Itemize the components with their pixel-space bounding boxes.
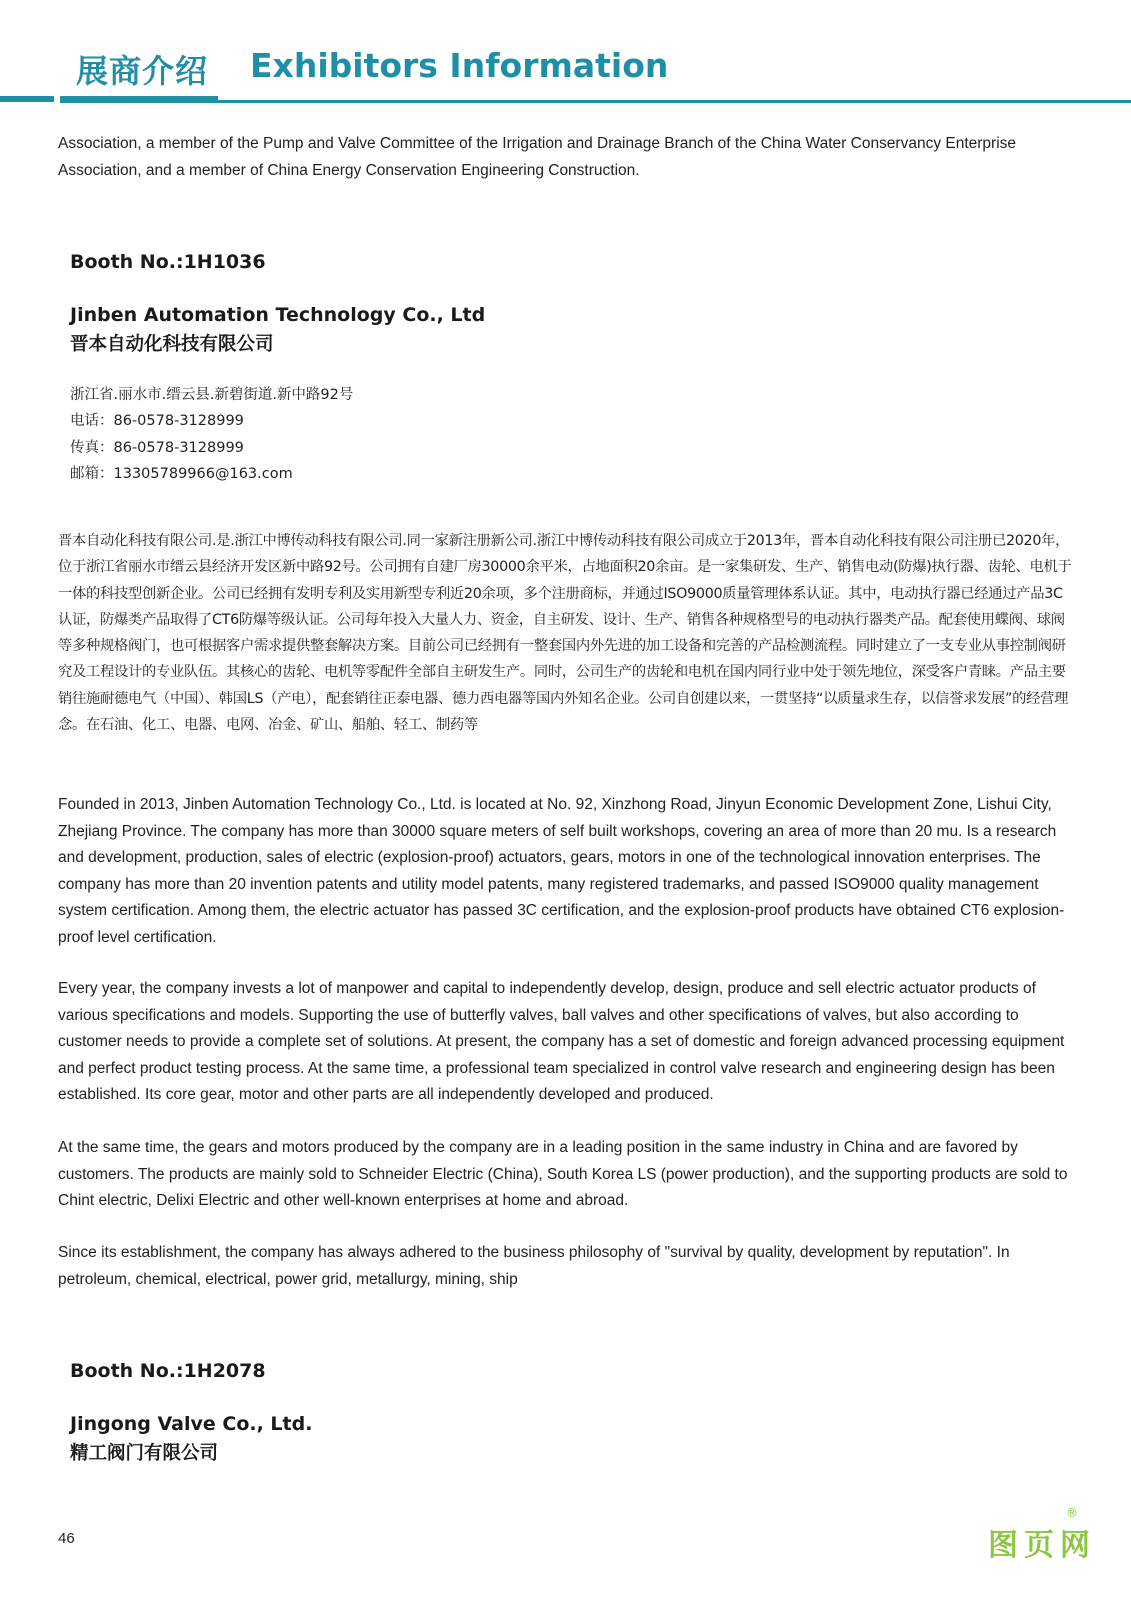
header-title-cn: 展商介绍 <box>76 52 209 90</box>
registered-mark-icon: ® <box>1066 1506 1078 1520</box>
contact-phone: 电话：86-0578-3128999 <box>70 413 244 430</box>
company-name-cn: 晋本自动化科技有限公司 <box>70 334 274 355</box>
page-number: 46 <box>58 1530 75 1547</box>
company-name-cn: 精工阀门有限公司 <box>70 1443 219 1464</box>
description-en-paragraph: Every year, the company invests a lot of manpower and capital to independently develop, design, produce and sell electric actuator products of various specifications and models. Supporting the use of butterfly valves, ball valves and other specifications of valves, but also according to customer needs to provide a complete set of solutions. At present, the company has a set of domestic and foreign advanced processing equipment and perfect product testing process. At the same time, a professional team specialized in control valve research and engineering design has been established. Its core gear, motor and other parts are all independently developed and produced. <box>58 980 1065 1104</box>
description-cn: 晋本自动化科技有限公司.是.浙江中博传动科技有限公司.同一家新注册新公司.浙江中博传动科技有限公司成立于2013年，晋本自动化科技有限公司注册已2020年，位于浙江省丽水市缙云县经济开发区新中路92号。公司拥有自建厂房30000余平米，占地面积20余亩。是一家集研发、生产、销售电动(防爆)执行器、齿轮、电机于一体的科技型创新企业。公司已经拥有发明专利及实用新型专利近20余项，多个注册商标，并通过ISO9000质量管理体系认证。其中，电动执行器已经通过产品3C认证，防爆类产品取得了CT6防爆等级认证。公司每年投入大量人力、资金，自主研发、设计、生产、销售各种规格型号的电动执行器类产品。配套使用蝶阀、球阀等多种规格阀门，也可根据客户需求提供整套解决方案。目前公司已经拥有一整套国内外先进的加工设备和完善的产品检测流程。同时建立了一支专业从事控制阀研究及工程设计的专业队伍。其核心的齿轮、电机等零配件全部自主研发生产。同时，公司生产的齿轮和电机在国内同行业中处于领先地位，深受客户青睐。产品主要销往施耐德电气（中国）、韩国LS（产电），配套销往正泰电器、德力西电器等国内外知名企业。公司自创建以来，一贯坚持“以质量求生存，以信誉求发展”的经营理念。在石油、化工、电器、电网、冶金、矿山、船舶、轻工、制药等 <box>58 533 1072 734</box>
contact-fax: 传真：86-0578-3128999 <box>70 439 244 456</box>
description-en-p3-section <box>58 1135 1076 1215</box>
booth-number: Booth No.:1H2078 <box>70 1360 266 1382</box>
description-en-p4-section <box>58 1240 1076 1293</box>
watermark-text: 图页网 <box>988 1528 1096 1563</box>
company-name-en: Jingong Valve Co., Ltd. <box>70 1413 313 1435</box>
company-name-en: Jinben Automation Technology Co., Ltd <box>70 304 486 326</box>
intro-paragraph: Association, a member of the Pump and Valve Committee of the Irrigation and Drainage Branch of the China Water Conservancy Enterprise Association, and a member of China Energy Conservation Engineering Construction. <box>58 135 1017 179</box>
header-rule-left <box>0 96 54 102</box>
intro-section <box>58 131 1076 184</box>
booth-number: Booth No.:1H1036 <box>70 251 266 273</box>
description-cn-section <box>58 528 1076 738</box>
description-en-p2-section <box>58 976 1076 1109</box>
contact-block <box>70 382 353 487</box>
description-en-paragraph: Founded in 2013, Jinben Automation Technology Co., Ltd. is located at No. 92, Xinzhong Road, Jinyun Economic Development Zone, Lishui City, Zhejiang Province. The company has more than 30000 square meters of self built workshops, covering an area of more than 20 mu. Is a research and development, production, sales of electric (explosion-proof) actuators, gears, motors in one of the technological innovation enterprises. The company has more than 20 invention patents and utility model patents, many registered trademarks, and passed ISO9000 quality management system certification. Among them, the electric actuator has passed 3C certification, and the explosion-proof products have obtained CT6 explosion-proof level certification. <box>58 796 1065 946</box>
description-en-paragraph: At the same time, the gears and motors produced by the company are in a leading position in the same industry in China and are favored by customers. The products are mainly sold to Schneider Electric (China), South Korea LS (power production), and the supporting products are sold to Chint electric, Delixi Electric and other well-known enterprises at home and abroad. <box>58 1139 1068 1210</box>
description-en-p1-section <box>58 792 1076 952</box>
watermark-logo <box>988 1506 1098 1563</box>
page-header <box>0 0 1131 110</box>
header-rule <box>60 100 1131 103</box>
contact-email: 邮箱：13305789966@163.com <box>70 465 293 482</box>
header-title-en: Exhibitors Information <box>250 46 669 85</box>
description-en-paragraph: Since its establishment, the company has always adhered to the business philosophy of "survival by quality, development by reputation". In petroleum, chemical, electrical, power grid, metallurgy, mining, ship <box>58 1244 1010 1288</box>
contact-address: 浙江省.丽水市.缙云县.新碧街道.新中路92号 <box>70 387 354 403</box>
